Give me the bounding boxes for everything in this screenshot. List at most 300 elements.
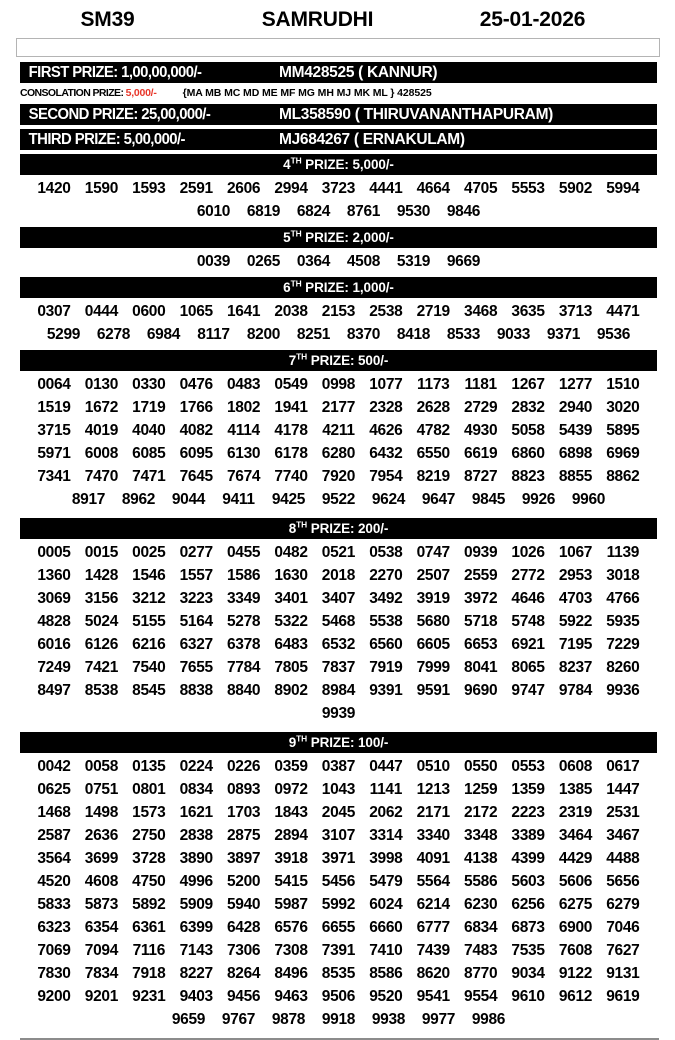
winning-number: 3314 xyxy=(369,826,403,844)
winning-number: 5656 xyxy=(606,872,640,890)
prize-5-numbers xyxy=(20,248,657,274)
winning-number: 9391 xyxy=(369,681,403,699)
winning-number: 7918 xyxy=(132,964,166,982)
winning-number: 2628 xyxy=(416,398,450,416)
winning-number: 5895 xyxy=(606,421,640,439)
winning-number: 1213 xyxy=(416,780,450,798)
winning-number: 3971 xyxy=(321,849,356,867)
number-row xyxy=(20,778,657,801)
winning-number: 6361 xyxy=(132,918,166,936)
winning-number: 5971 xyxy=(37,444,71,462)
winning-number: 4441 xyxy=(369,179,403,197)
winning-number: 2953 xyxy=(558,566,593,584)
winning-number: 3223 xyxy=(179,589,213,607)
winning-number: 4705 xyxy=(464,179,498,197)
winning-number: 6432 xyxy=(369,444,403,462)
winning-number: 0747 xyxy=(416,543,450,561)
winning-number: 9878 xyxy=(271,1010,306,1028)
winning-number: 9520 xyxy=(369,987,403,1005)
winning-number: 3401 xyxy=(274,589,308,607)
winning-number: 3998 xyxy=(369,849,403,867)
winning-number: 8770 xyxy=(464,964,498,982)
first-prize-label: FIRST PRIZE: 1,00,00,000/- xyxy=(28,64,202,81)
winning-number: 4996 xyxy=(179,872,213,890)
winning-number: 0550 xyxy=(464,757,498,775)
winning-number: 5200 xyxy=(226,872,261,890)
winning-number: 9456 xyxy=(226,987,261,1005)
winning-number: 1672 xyxy=(84,398,119,416)
winning-number: 5468 xyxy=(321,612,356,630)
winning-number: 9647 xyxy=(421,490,456,508)
winning-number: 5155 xyxy=(132,612,166,630)
winning-number: 1641 xyxy=(226,302,261,320)
winning-number: 2538 xyxy=(369,302,403,320)
winning-number: 7674 xyxy=(226,467,261,485)
winning-number: 3156 xyxy=(84,589,119,607)
winning-number: 3107 xyxy=(321,826,356,844)
winning-number: 6921 xyxy=(511,635,545,653)
number-row xyxy=(20,962,657,985)
winning-number: 6824 xyxy=(296,202,331,220)
consolation-prize-amount: 5,000/- xyxy=(125,87,157,99)
winning-number: 6216 xyxy=(132,635,166,653)
winning-number: 1043 xyxy=(321,780,356,798)
winning-number: 1447 xyxy=(606,780,640,798)
winning-number: 3467 xyxy=(606,826,640,844)
winning-number: 2940 xyxy=(558,398,593,416)
winning-number: 2606 xyxy=(226,179,261,197)
winning-number: 9463 xyxy=(274,987,308,1005)
number-row xyxy=(20,564,657,587)
winning-number: 0521 xyxy=(321,543,356,561)
winning-number: 3349 xyxy=(226,589,261,607)
number-row xyxy=(20,419,657,442)
winning-number: 2729 xyxy=(464,398,498,416)
winning-number: 1385 xyxy=(558,780,593,798)
winning-number: 8496 xyxy=(274,964,308,982)
winning-number: 7784 xyxy=(226,658,261,676)
number-row xyxy=(20,373,657,396)
prize-6-ordinal-suffix: TH xyxy=(290,278,302,289)
winning-number: 2328 xyxy=(369,398,403,416)
winning-number: 0751 xyxy=(84,780,119,798)
winning-number: 8535 xyxy=(321,964,356,982)
winning-number: 4782 xyxy=(416,421,450,439)
winning-number: 7645 xyxy=(179,467,213,485)
winning-number: 1590 xyxy=(84,179,119,197)
winning-number: 0039 xyxy=(196,252,231,270)
winning-number: 7306 xyxy=(226,941,261,959)
winning-number: 9200 xyxy=(37,987,71,1005)
winning-number: 3389 xyxy=(511,826,545,844)
winning-number: 9669 xyxy=(446,252,481,270)
number-row xyxy=(20,801,657,824)
winning-number: 5479 xyxy=(369,872,403,890)
winning-number: 3464 xyxy=(558,826,593,844)
winning-number: 7535 xyxy=(511,941,545,959)
winning-number: 8823 xyxy=(511,467,545,485)
prize-8-ordinal: 8 xyxy=(288,521,297,536)
winning-number: 8545 xyxy=(132,681,166,699)
winning-number: 1557 xyxy=(179,566,213,584)
number-row xyxy=(20,177,657,200)
winning-number: 9977 xyxy=(421,1010,456,1028)
winning-number: 6024 xyxy=(369,895,403,913)
winning-number: 3699 xyxy=(84,849,119,867)
winning-number: 4429 xyxy=(558,849,593,867)
winning-number: 2994 xyxy=(274,179,308,197)
winning-number: 5833 xyxy=(37,895,71,913)
prize-7-title: PRIZE: 500/- xyxy=(307,353,389,368)
prize-4-banner xyxy=(20,154,657,175)
winning-number: 6550 xyxy=(416,444,450,462)
winning-number: 4488 xyxy=(606,849,640,867)
winning-number: 0553 xyxy=(511,757,545,775)
winning-number: 2591 xyxy=(179,179,213,197)
winning-number: 8227 xyxy=(179,964,213,982)
winning-number: 6378 xyxy=(226,635,261,653)
winning-number: 3713 xyxy=(558,302,593,320)
winning-number: 9936 xyxy=(606,681,640,699)
winning-number: 7094 xyxy=(84,941,119,959)
winning-number: 0801 xyxy=(132,780,166,798)
winning-number: 9122 xyxy=(558,964,593,982)
winning-number: 8065 xyxy=(511,658,545,676)
winning-number: 5892 xyxy=(132,895,166,913)
winning-number: 5319 xyxy=(396,252,431,270)
winning-number: 0834 xyxy=(179,780,213,798)
winning-number: 3340 xyxy=(416,826,450,844)
winning-number: 4608 xyxy=(84,872,119,890)
winning-number: 0364 xyxy=(296,252,331,270)
winning-number: 1173 xyxy=(417,375,450,393)
winning-number: 6280 xyxy=(321,444,356,462)
winning-number: 2875 xyxy=(226,826,261,844)
winning-number: 3018 xyxy=(606,566,640,584)
winning-number: 4091 xyxy=(416,849,450,867)
winning-number: 6777 xyxy=(416,918,450,936)
winning-number: 5603 xyxy=(511,872,545,890)
winning-number: 5456 xyxy=(321,872,356,890)
number-row xyxy=(20,323,657,346)
winning-number: 7805 xyxy=(274,658,308,676)
winning-number: 7195 xyxy=(558,635,593,653)
winning-number: 4399 xyxy=(511,849,545,867)
winning-number: 7439 xyxy=(416,941,450,959)
prize-7-ordinal-suffix: TH xyxy=(296,351,308,362)
winning-number: 3728 xyxy=(132,849,166,867)
winning-number: 9938 xyxy=(371,1010,406,1028)
winning-number: 8855 xyxy=(558,467,593,485)
winning-number: 2177 xyxy=(321,398,356,416)
winning-number: 1546 xyxy=(132,566,166,584)
winning-number: 9939 xyxy=(321,704,356,722)
winning-number: 1139 xyxy=(606,543,640,561)
winning-number: 2171 xyxy=(416,803,450,821)
winning-number: 8200 xyxy=(246,325,281,343)
winning-number: 9522 xyxy=(321,490,356,508)
prize-9-numbers xyxy=(20,753,657,1032)
winning-number: 5439 xyxy=(558,421,593,439)
winning-number: 7919 xyxy=(369,658,403,676)
winning-number: 6278 xyxy=(96,325,131,343)
winning-number: 3890 xyxy=(179,849,213,867)
winning-number: 0538 xyxy=(369,543,403,561)
winning-number: 1181 xyxy=(464,375,497,393)
winning-number: 6354 xyxy=(84,918,119,936)
winning-number: 0608 xyxy=(558,757,593,775)
winning-number: 6008 xyxy=(84,444,119,462)
winning-number: 1843 xyxy=(274,803,308,821)
second-prize-label: SECOND PRIZE: 25,00,000/- xyxy=(28,106,211,123)
prize-4-title: PRIZE: 5,000/- xyxy=(301,157,394,172)
winning-number: 0064 xyxy=(37,375,71,393)
winning-number: 7116 xyxy=(132,941,166,959)
winning-number: 5299 xyxy=(46,325,81,343)
winning-number: 6428 xyxy=(226,918,261,936)
winning-number: 1519 xyxy=(37,398,71,416)
prize-5-ordinal-suffix: TH xyxy=(290,228,302,239)
winning-number: 8251 xyxy=(296,325,331,343)
prize-8-numbers xyxy=(20,539,657,726)
winning-number: 6834 xyxy=(464,918,498,936)
winning-number: 5748 xyxy=(511,612,545,630)
winning-number: 7954 xyxy=(369,467,403,485)
prize-9-banner xyxy=(20,732,657,753)
winning-number: 3020 xyxy=(606,398,640,416)
number-row xyxy=(20,679,657,702)
winning-number: 5992 xyxy=(321,895,356,913)
winning-number: 2319 xyxy=(558,803,593,821)
winning-number: 0482 xyxy=(274,543,308,561)
winning-number: 3635 xyxy=(511,302,545,320)
number-row xyxy=(20,300,657,323)
winning-number: 9371 xyxy=(546,325,581,343)
winning-number: 9034 xyxy=(511,964,545,982)
winning-number: 0447 xyxy=(369,757,403,775)
winning-number: 2018 xyxy=(321,566,356,584)
winning-number: 1277 xyxy=(558,375,593,393)
winning-number: 4750 xyxy=(132,872,166,890)
winning-number: 8586 xyxy=(369,964,403,982)
prize-6-numbers xyxy=(20,298,657,347)
winning-number: 8117 xyxy=(197,325,230,343)
number-row xyxy=(20,488,657,511)
winning-number: 2062 xyxy=(369,803,403,821)
winning-number: 3723 xyxy=(321,179,356,197)
prize-6-banner xyxy=(20,277,657,298)
winning-number: 6873 xyxy=(511,918,545,936)
winning-number: 4114 xyxy=(227,421,260,439)
prize-9-ordinal-suffix: TH xyxy=(296,733,308,744)
winning-number: 5680 xyxy=(416,612,450,630)
winning-number: 0277 xyxy=(179,543,213,561)
winning-number: 1621 xyxy=(179,803,213,821)
winning-number: 6619 xyxy=(464,444,498,462)
winning-number: 7540 xyxy=(132,658,166,676)
prize-9-title: PRIZE: 100/- xyxy=(307,735,389,750)
winning-number: 1065 xyxy=(179,302,213,320)
winning-number: 2223 xyxy=(511,803,545,821)
winning-number: 0444 xyxy=(84,302,119,320)
winning-number: 8984 xyxy=(321,681,356,699)
winning-number: 8840 xyxy=(226,681,261,699)
winning-number: 0510 xyxy=(416,757,450,775)
winning-number: 5940 xyxy=(226,895,261,913)
winning-number: 2153 xyxy=(321,302,356,320)
third-prize-label: THIRD PRIZE: 5,00,000/- xyxy=(28,131,185,148)
winning-number: 3407 xyxy=(321,589,356,607)
consolation-prize-row xyxy=(20,85,657,102)
winning-number: 3069 xyxy=(37,589,71,607)
number-row xyxy=(20,656,657,679)
winning-number: 9425 xyxy=(271,490,306,508)
winning-number: 3212 xyxy=(132,589,166,607)
winning-number: 7069 xyxy=(37,941,71,959)
winning-number: 4766 xyxy=(606,589,640,607)
winning-number: 0015 xyxy=(84,543,119,561)
winning-number: 0617 xyxy=(606,757,640,775)
winning-number: 8264 xyxy=(226,964,261,982)
number-row xyxy=(20,1008,657,1031)
winning-number: 8962 xyxy=(121,490,156,508)
winning-number: 7143 xyxy=(179,941,213,959)
third-prize-row xyxy=(20,129,657,150)
prize-4-ordinal: 4 xyxy=(283,157,291,172)
consolation-prize-label: CONSOLATION PRIZE: xyxy=(20,87,126,99)
winning-number: 9659 xyxy=(171,1010,206,1028)
winning-number: 1573 xyxy=(132,803,166,821)
winning-number: 1359 xyxy=(511,780,545,798)
winning-number: 7229 xyxy=(606,635,640,653)
winning-number: 5415 xyxy=(274,872,308,890)
first-prize-row xyxy=(20,62,657,83)
prize-5-ordinal: 5 xyxy=(283,230,291,245)
winning-number: 6130 xyxy=(226,444,261,462)
winning-number: 2559 xyxy=(464,566,498,584)
winning-number: 6969 xyxy=(606,444,640,462)
winning-number: 0625 xyxy=(37,780,71,798)
winning-number: 6660 xyxy=(369,918,403,936)
lottery-code: SM39 xyxy=(80,8,135,31)
winning-number: 1420 xyxy=(37,179,71,197)
winning-number: 5987 xyxy=(274,895,308,913)
winning-number: 9610 xyxy=(511,987,545,1005)
winning-number: 6819 xyxy=(246,202,281,220)
winning-number: 8041 xyxy=(464,658,498,676)
winning-number: 6016 xyxy=(37,635,71,653)
prize-8-banner xyxy=(20,518,657,539)
prize-sections-area xyxy=(0,154,675,1032)
number-row xyxy=(20,610,657,633)
winning-number: 7249 xyxy=(37,658,71,676)
winning-number: 1586 xyxy=(226,566,261,584)
winning-number: 0998 xyxy=(321,375,356,393)
winning-number: 7391 xyxy=(321,941,356,959)
winning-number: 7627 xyxy=(606,941,640,959)
winning-number: 7421 xyxy=(84,658,119,676)
winning-number: 2045 xyxy=(321,803,356,821)
winning-number: 7470 xyxy=(84,467,119,485)
winning-number: 5024 xyxy=(84,612,119,630)
winning-number: 2172 xyxy=(464,803,498,821)
third-prize-ticket: MJ684267 ( ERNAKULAM) xyxy=(279,131,465,148)
winning-number: 8862 xyxy=(606,467,640,485)
winning-number: 7830 xyxy=(37,964,71,982)
winning-number: 0042 xyxy=(37,757,71,775)
winning-number: 6275 xyxy=(558,895,593,913)
winning-number: 9044 xyxy=(171,490,206,508)
winning-number: 6323 xyxy=(37,918,71,936)
number-row xyxy=(20,755,657,778)
winning-number: 0483 xyxy=(226,375,261,393)
number-row xyxy=(20,250,657,273)
winning-number: 5538 xyxy=(369,612,403,630)
winning-number: 5278 xyxy=(226,612,261,630)
winning-number: 0265 xyxy=(246,252,281,270)
winning-number: 0025 xyxy=(132,543,166,561)
empty-field-box xyxy=(16,38,660,57)
number-row xyxy=(20,541,657,564)
winning-number: 9231 xyxy=(132,987,166,1005)
winning-number: 5718 xyxy=(464,612,498,630)
winning-number: 7471 xyxy=(132,467,166,485)
winning-number: 8237 xyxy=(558,658,593,676)
top-prizes-area xyxy=(0,62,675,154)
prize-6-ordinal: 6 xyxy=(283,280,291,295)
winning-number: 9403 xyxy=(179,987,213,1005)
number-row xyxy=(20,847,657,870)
winning-number: 6178 xyxy=(274,444,308,462)
winning-number: 4703 xyxy=(558,589,593,607)
winning-number: 6900 xyxy=(558,918,593,936)
winning-number: 9131 xyxy=(606,964,640,982)
winning-number: 4520 xyxy=(37,872,71,890)
winning-number: 7483 xyxy=(464,941,498,959)
winning-number: 4211 xyxy=(322,421,355,439)
winning-number: 9619 xyxy=(606,987,640,1005)
winning-number: 4664 xyxy=(416,179,450,197)
prize-7-numbers xyxy=(20,371,657,512)
winning-number: 5909 xyxy=(179,895,213,913)
winning-number: 1077 xyxy=(369,375,403,393)
winning-number: 7608 xyxy=(558,941,593,959)
number-row xyxy=(20,824,657,847)
winning-number: 3492 xyxy=(369,589,403,607)
winning-number: 4471 xyxy=(606,302,640,320)
winning-number: 6898 xyxy=(558,444,593,462)
number-row xyxy=(20,465,657,488)
winning-number: 9201 xyxy=(84,987,119,1005)
winning-number: 3972 xyxy=(464,589,498,607)
draw-date: 25-01-2026 xyxy=(479,8,586,31)
winning-number: 1593 xyxy=(132,179,166,197)
winning-number: 0330 xyxy=(132,375,166,393)
winning-number: 2719 xyxy=(416,302,450,320)
prize-9-ordinal: 9 xyxy=(288,735,297,750)
winning-number: 7410 xyxy=(369,941,403,959)
winning-number: 1141 xyxy=(369,780,403,798)
winning-number: 6230 xyxy=(464,895,498,913)
prize-6-title: PRIZE: 1,000/- xyxy=(301,280,394,295)
winning-number: 1267 xyxy=(511,375,545,393)
winning-number: 9690 xyxy=(464,681,498,699)
winning-number: 6214 xyxy=(416,895,450,913)
winning-number: 0972 xyxy=(274,780,308,798)
winning-number: 5553 xyxy=(511,179,545,197)
winning-number: 2832 xyxy=(511,398,545,416)
winning-number: 1468 xyxy=(37,803,71,821)
